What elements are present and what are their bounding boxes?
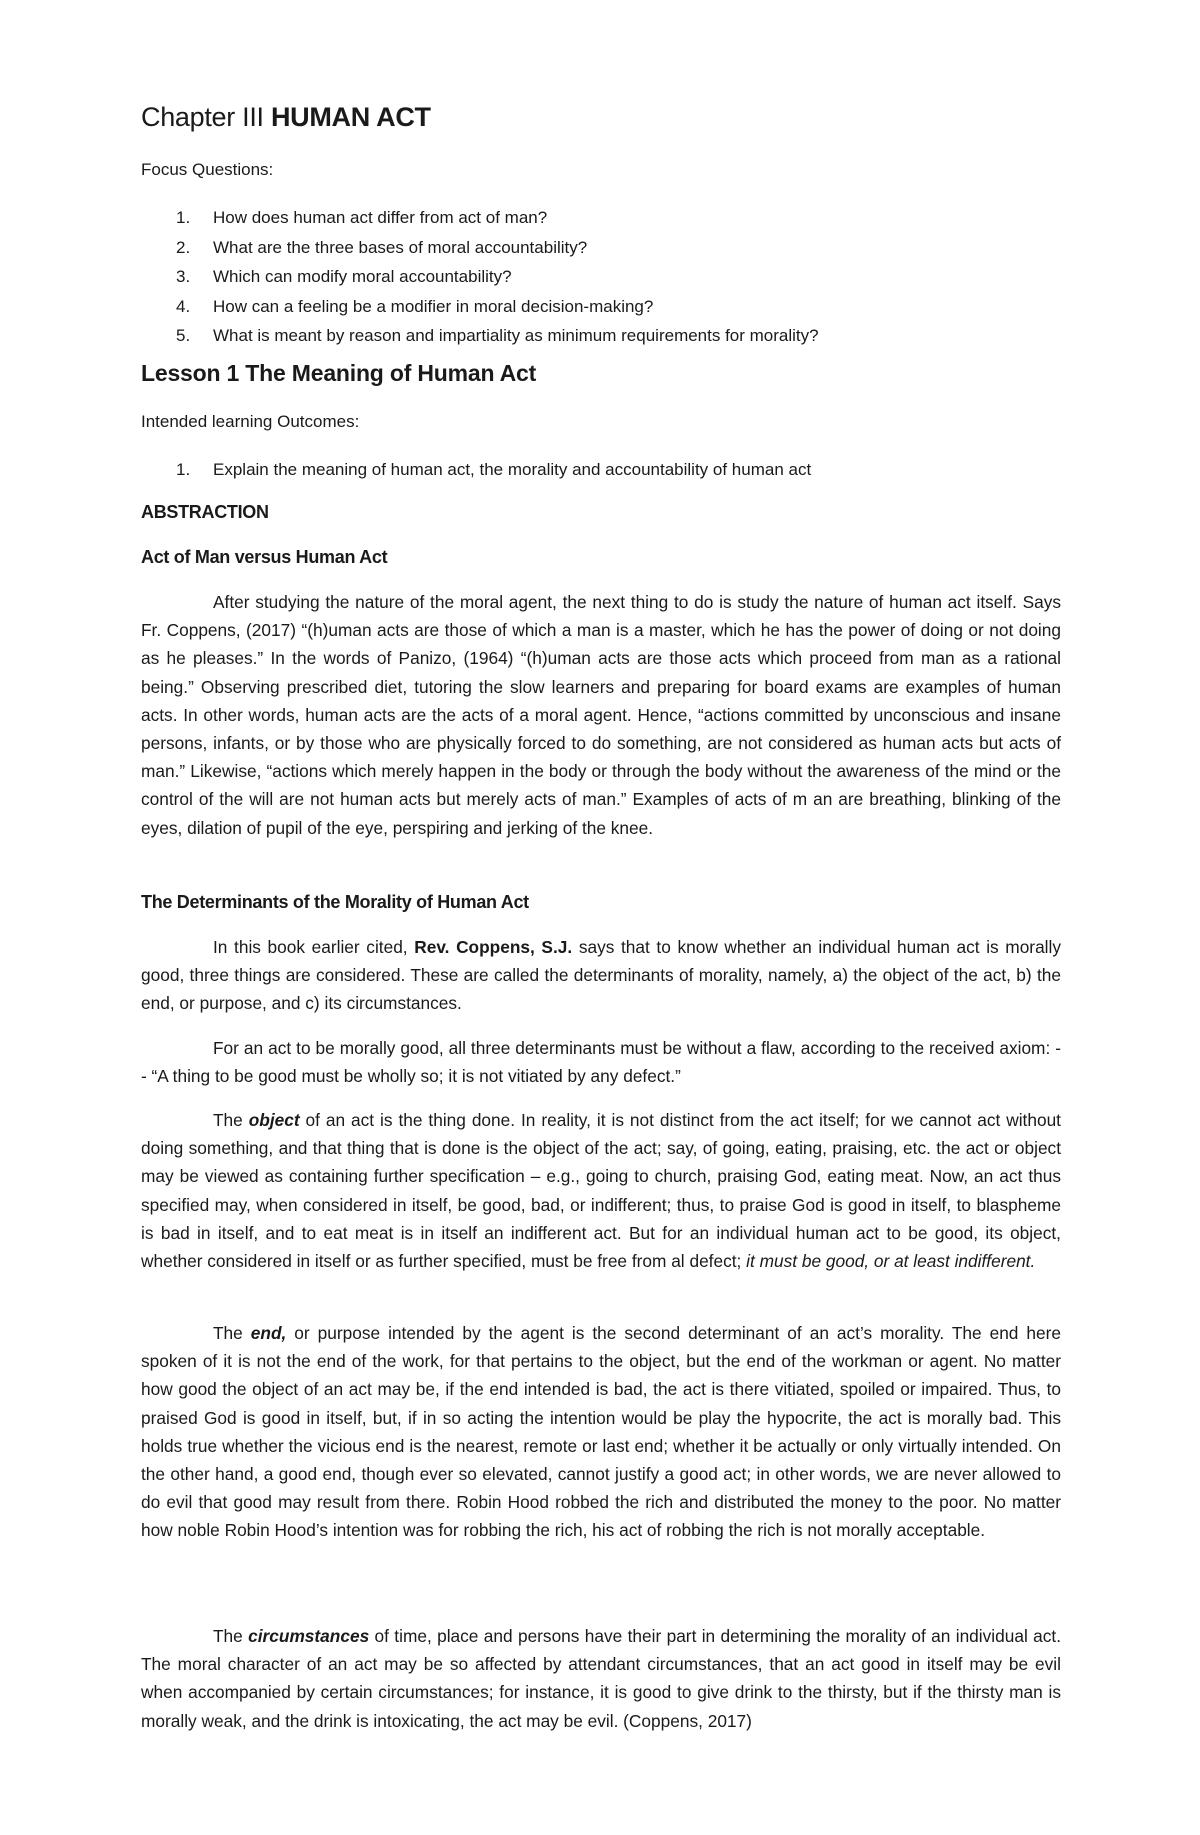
list-item — [141, 233, 819, 263]
focus-questions-label: Focus Questions: — [141, 160, 274, 179]
term-object: object — [248, 1110, 300, 1130]
list-number: 1. — [176, 460, 191, 479]
chapter-prefix: Chapter III — [141, 102, 271, 132]
list-text: Which can modify moral accountability? — [213, 267, 512, 286]
list-item — [141, 455, 811, 485]
list-text: Explain the meaning of human act, the morality and accountability of human act — [213, 460, 812, 479]
list-text: What is meant by reason and impartiality as minimum requirements for morality? — [213, 326, 819, 345]
list-item — [141, 321, 819, 351]
text-run: or purpose intended by the agent is the second determinant of an act’s morality. The end here spoken of it is not the end of the work, for that pertains to the object, but the end of the workman or agent. No matter how good the object of an act may be, if the end intended is bad, the act is there vitiated, spoiled or impaired. Thus, to praised God is good in itself, but, if in so acting the intention would be play the hypocrite, the act is morally bad. This holds true whether the vicious end is the nearest, remote or last end; whether it be actually or only virtually intended. On the other hand, a good end, though ever so elevated, cannot justify a good act; in other words, we are never allowed to do evil that good may result from there. Robin Hood robbed the rich and distributed the money to the poor. No matter how noble Robin Hood’s intention was for robbing the rich, his act of robbing the rich is not morally acceptable. — [141, 1323, 1061, 1541]
paragraph-human-act: After studying the nature of the moral agent, the next thing to do is study the nature of human act itself. Says Fr. Coppens, (2017) “(h)uman acts are those of which a man is a master, which he has the power of doing or not doing as he pleases.” In the words of Panizo, (1964) “(h)uman acts are those acts which proceed from man as a rational being.” Observing prescribed diet, tutoring the slow learners and preparing for board exams are examples of human acts. In other words, human acts are the acts of a moral agent. Hence, “actions committed by unconscious and insane persons, infants, or by those who are physically forced to do something, are not considered as human acts but acts of man.” Likewise, “actions which merely happen in the body or through the body without the awareness of the mind or the control of the will are not human acts but merely acts of man.” Examples of acts of m an are breathing, blinking of the eyes, dilation of pupil of the eye, perspiring and jerking of the knee. — [141, 592, 1061, 838]
list-number: 4. — [176, 296, 191, 316]
list-number: 5. — [176, 326, 191, 345]
text-run: of time, place and persons have their part in determining the morality of an individual act. The moral character of an act may be so affected by attendant circumstances, that an act good in itself may be evil when accompanied by certain circumstances; for instance, it is good to give drink to the thirsty, but if the thirsty man is morally weak, and the drink is intoxicating, the act may be evil. (Coppens, 2017) — [141, 1626, 1061, 1731]
text-run: The — [213, 1626, 249, 1646]
outcomes-list — [141, 455, 811, 485]
outcomes-label: Intended learning Outcomes: — [141, 412, 360, 431]
focus-questions-list — [141, 203, 819, 351]
author-name: Rev. Coppens, S.J. — [414, 937, 573, 957]
chapter-name: HUMAN ACT — [270, 102, 431, 132]
list-number: 1. — [176, 208, 191, 227]
text-run: The — [213, 1110, 249, 1130]
lesson-title: Lesson 1 The Meaning of Human Act — [141, 360, 537, 386]
paragraph-determinants — [141, 933, 1061, 1018]
list-item — [141, 203, 819, 233]
list-number: 3. — [176, 267, 191, 286]
text-run: In this book earlier cited, — [213, 937, 415, 957]
list-text: What are the three bases of moral accountability? — [213, 237, 588, 257]
paragraph-end — [141, 1319, 1061, 1545]
list-text: How does human act differ from act of man? — [213, 208, 548, 227]
term-end: end, — [250, 1323, 287, 1343]
text-run: of an act is the thing done. In reality, it is not distinct from the act itself; for we cannot act without doing something, and that thing that is done is the object of the act; say, of going, eating, praising, etc. the act or object may be viewed as containing further specification – e.g., going to church, praising God, eating meat. Now, an act thus specified may, when considered in itself, be good, bad, or indifferent; thus, to praise God is good in itself, to blaspheme is bad in itself, and to eat meat is in itself an indifferent act. But for an individual human act to be good, its object, whether considered in itself or as further specified, must be free from al defect; — [141, 1110, 1061, 1272]
emphasis-text: it must be good, or at least indifferent. — [746, 1251, 1036, 1272]
paragraph-object — [141, 1106, 1061, 1275]
section-heading-act-of-man: Act of Man versus Human Act — [141, 547, 388, 567]
list-text: How can a feeling be a modifier in moral decision-making? — [213, 296, 654, 316]
paragraph-circumstances — [141, 1622, 1061, 1735]
list-item — [141, 262, 819, 292]
term-circumstances: circumstances — [248, 1626, 370, 1646]
text-run: says that to know whether an individual human act is morally good, three things are considered. These are called the determinants of morality, namely, a) the object of the act, b) the end, or purpose, and c) its circumstances. — [141, 937, 1061, 1014]
list-number: 2. — [176, 237, 191, 257]
text-run: The — [213, 1323, 251, 1343]
abstraction-heading: ABSTRACTION — [141, 502, 269, 522]
paragraph-axiom: For an act to be morally good, all three determinants must be without a flaw, according to the received axiom: -- “A thing to be good must be wholly so; it is not vitiated by any defect.” — [141, 1038, 1061, 1087]
chapter-title — [141, 102, 431, 133]
list-item — [141, 292, 819, 322]
section-heading-determinants: The Determinants of the Morality of Human Act — [141, 892, 529, 912]
